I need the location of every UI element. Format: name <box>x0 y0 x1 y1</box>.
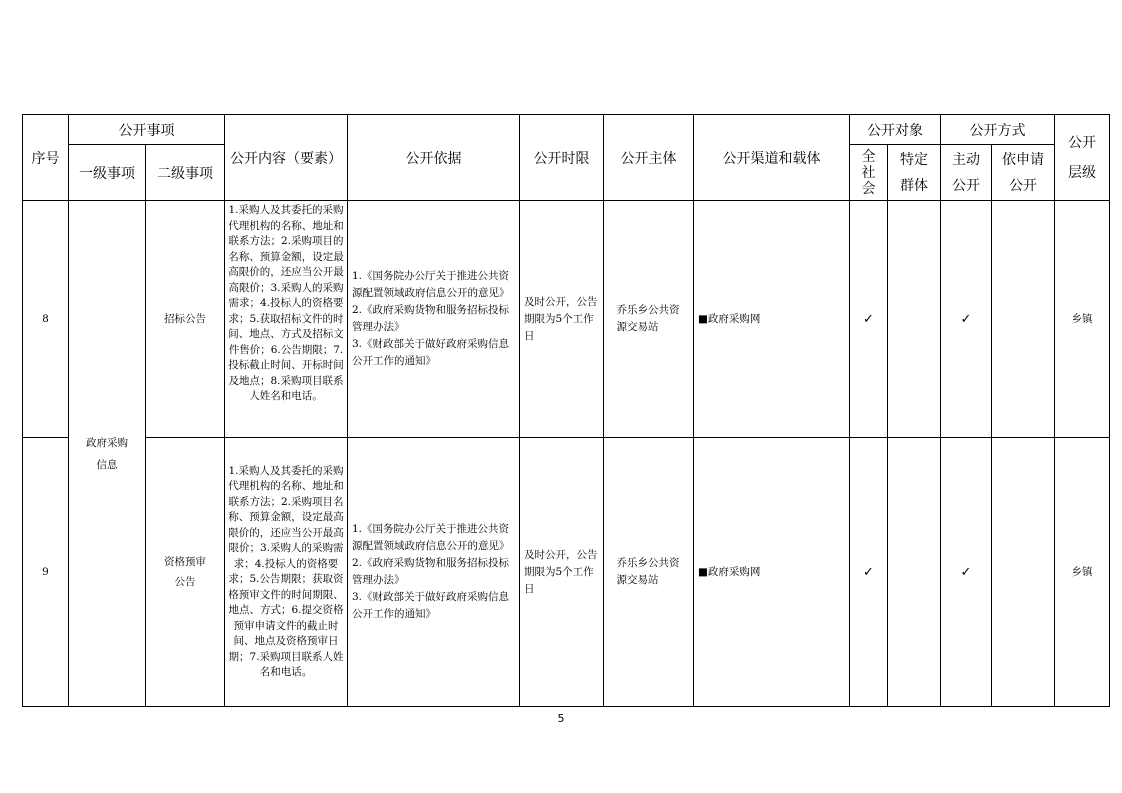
check-icon: ✓ <box>850 438 888 707</box>
check-icon: ✓ <box>850 201 888 438</box>
header-target-all-text: 全社会 <box>861 148 876 197</box>
disclosure-table <box>22 114 1110 707</box>
row-channel <box>694 438 850 707</box>
check-icon: ✓ <box>941 201 992 438</box>
row-level2: 资格预审公告 <box>164 556 206 588</box>
header-time-limit: 公开时限 <box>520 115 604 201</box>
row-basis <box>348 438 520 707</box>
row-channel <box>694 201 850 438</box>
category-cell <box>69 201 146 707</box>
row-level: 乡镇 <box>1055 438 1110 707</box>
header-method-active-text: 主动公开 <box>952 151 980 194</box>
header-level <box>1055 115 1110 201</box>
header-target: 公开对象 <box>850 115 941 145</box>
row-content: 1.采购人及其委托的采购代理机构的名称、地址和联系方法；2.采购项目名称、预算金额，设定最高限价的，还应当公开最高限价；3.采购人的采购需求；4.投标人的资格要求；5.公告期限；获取资格预审文件的时间期限、地点、方式；6.提交资格预审申请文件的截止时间、地点及资格预审日期；7.采购项目联系人姓名和电话。 <box>225 438 348 707</box>
header-subject: 公开主体 <box>604 115 694 201</box>
row-target-specific <box>888 201 941 438</box>
page-number: 5 <box>557 712 565 725</box>
header-seq: 序号 <box>23 115 69 201</box>
header-channel: 公开渠道和载体 <box>694 115 850 201</box>
header-method: 公开方式 <box>941 115 1055 145</box>
row-time-limit: 及时公开，公告期限为5个工作日 <box>520 438 604 707</box>
header-method-apply-text: 依申请公开 <box>1002 151 1044 194</box>
row-method-apply <box>992 438 1055 707</box>
row-subject-text: 乔乐乡公共资源交易站 <box>616 304 680 333</box>
header-method-active <box>941 145 992 201</box>
row-channel-text: 政府采购网 <box>707 312 761 325</box>
check-icon: ✓ <box>941 438 992 707</box>
row-basis <box>348 201 520 438</box>
header-target-specific-text: 特定群体 <box>900 151 928 194</box>
header-target-specific <box>888 145 941 201</box>
basis-item: 2.《政府采购货物和服务招标投标管理办法》 <box>352 557 510 586</box>
basis-item: 2.《政府采购货物和服务招标投标管理办法》 <box>352 304 510 333</box>
row-seq: 8 <box>23 201 69 438</box>
header-target-all <box>850 145 888 201</box>
header-level1: 一级事项 <box>69 145 146 201</box>
basis-item: 1.《国务院办公厅关于推进公共资源配置领域政府信息公开的意见》 <box>352 523 510 552</box>
basis-item: 3.《财政部关于做好政府采购信息公开工作的通知》 <box>352 338 510 367</box>
header-method-apply <box>992 145 1055 201</box>
header-content: 公开内容（要素） <box>225 115 348 201</box>
row-level2-cell <box>146 438 225 707</box>
header-level-text: 公开层级 <box>1068 134 1096 181</box>
basis-item: 3.《财政部关于做好政府采购信息公开工作的通知》 <box>352 591 510 620</box>
row-method-apply <box>992 201 1055 438</box>
category-text: 政府采购信息 <box>86 436 128 471</box>
basis-item: 1.《国务院办公厅关于推进公共资源配置领域政府信息公开的意见》 <box>352 270 510 299</box>
row-level2: 招标公告 <box>146 201 225 438</box>
header-level2: 二级事项 <box>146 145 225 201</box>
square-bullet-icon: ■ <box>698 312 708 325</box>
square-bullet-icon: ■ <box>698 565 708 578</box>
row-content: 1.采购人及其委托的采购代理机构的名称、地址和联系方法；2.采购项目的名称、预算金额，设定最高限价的，还应当公开最高限价；3.采购人的采购需求；4.投标人的资格要求；5.获取招标文件的时间、地点、方式及招标文件售价；6.公告期限；7.投标截止时间、开标时间及地点；8.采购项目联系人姓名和电话。 <box>225 201 348 438</box>
row-target-specific <box>888 438 941 707</box>
row-seq: 9 <box>23 438 69 707</box>
row-subject <box>604 201 694 438</box>
header-open-items: 公开事项 <box>69 115 225 145</box>
row-level: 乡镇 <box>1055 201 1110 438</box>
table-row <box>23 201 1110 438</box>
row-subject-text: 乔乐乡公共资源交易站 <box>616 557 680 586</box>
table-row <box>23 438 1110 707</box>
row-time-limit: 及时公开，公告期限为5个工作日 <box>520 201 604 438</box>
header-basis: 公开依据 <box>348 115 520 201</box>
row-subject <box>604 438 694 707</box>
row-channel-text: 政府采购网 <box>707 565 761 578</box>
